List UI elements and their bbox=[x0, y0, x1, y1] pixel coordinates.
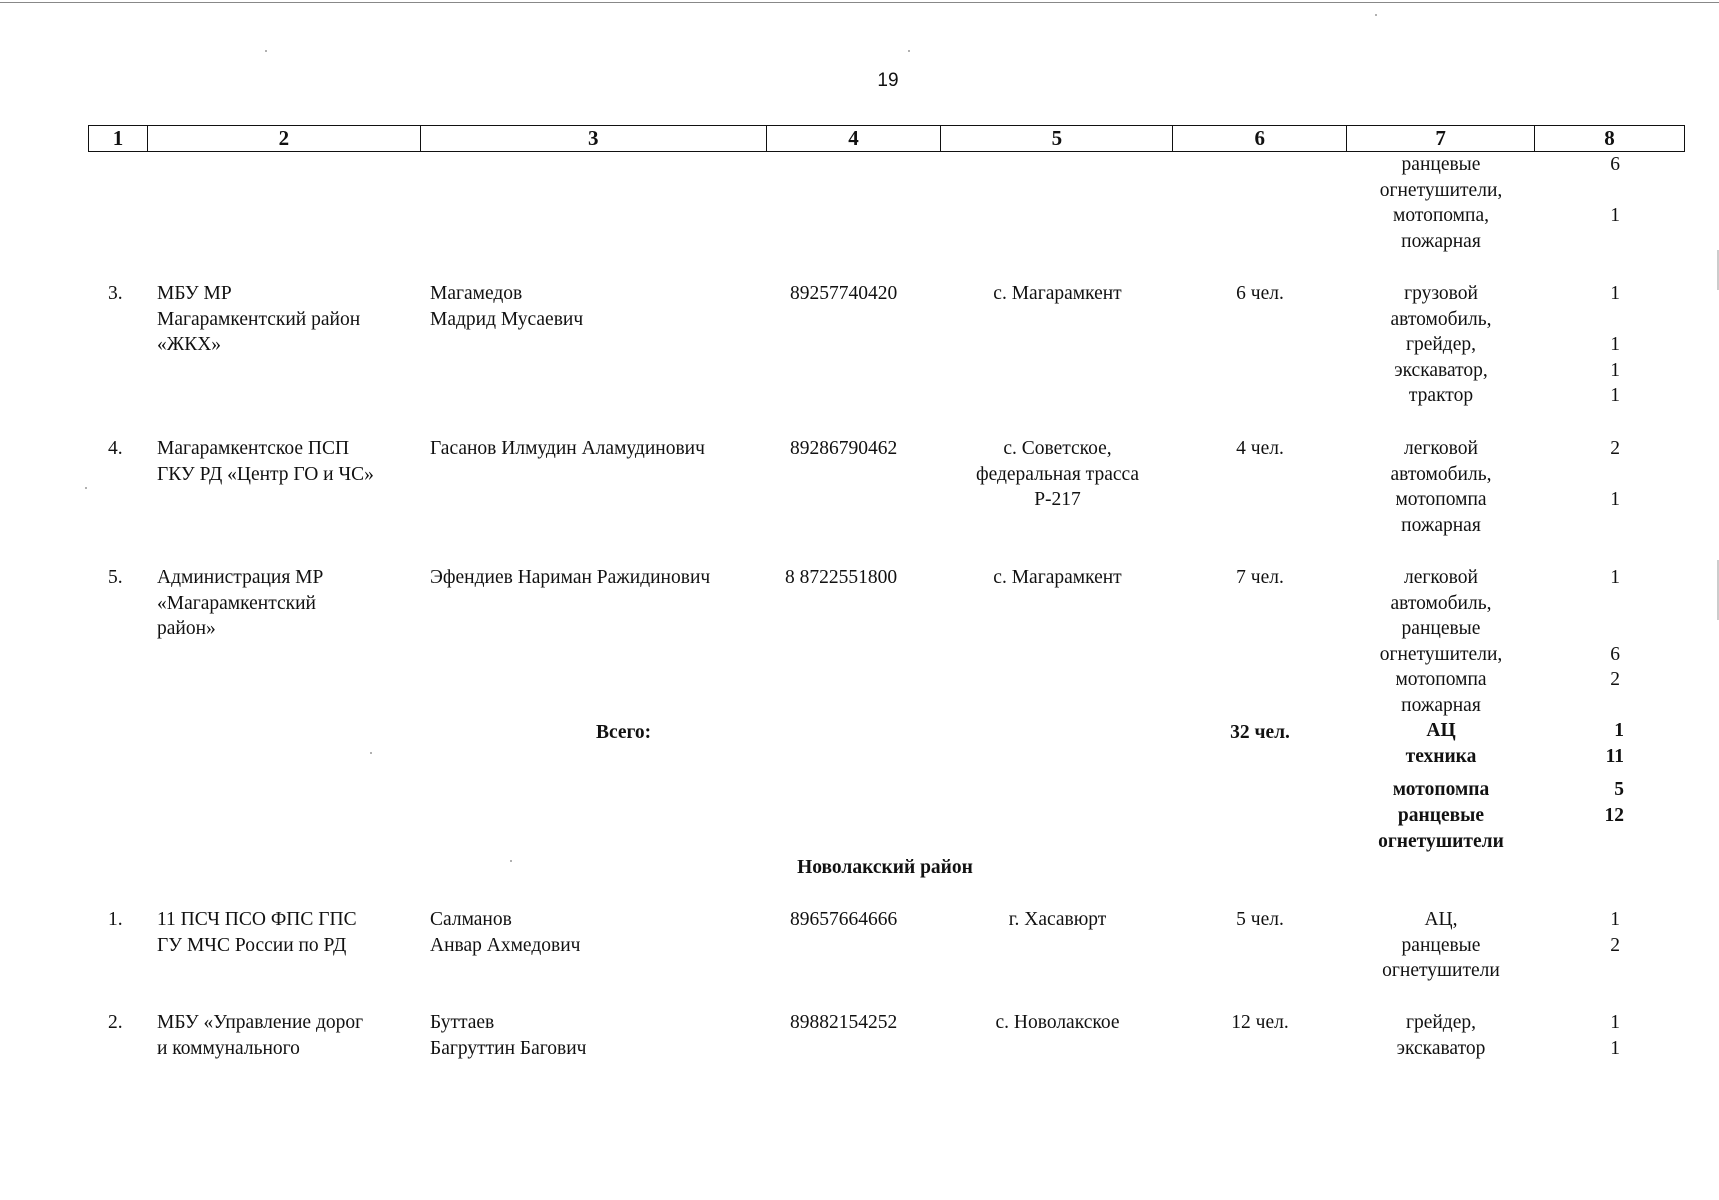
location-cell: с. Советское, федеральная трасса Р-217 bbox=[975, 438, 1140, 511]
phone-cell: 89286790462 bbox=[790, 438, 898, 459]
section-title: Новолакский район bbox=[797, 857, 973, 878]
location-cell: с. Магарамкент bbox=[993, 283, 1122, 304]
header-col-8: 8 bbox=[1534, 126, 1684, 151]
staff-cell: 7 чел. bbox=[1236, 567, 1284, 588]
total-item-count: 12 bbox=[1604, 805, 1624, 826]
total-item-name: мотопомпа bbox=[1392, 779, 1490, 800]
organization-cell: МБУ «Управление дорог и коммунального bbox=[157, 1012, 364, 1059]
header-col-3: 3 bbox=[420, 126, 766, 151]
organization-cell: 11 ПСЧ ПСО ФПС ГПС ГУ МЧС России по РД bbox=[157, 909, 357, 956]
staff-cell: 6 чел. bbox=[1236, 283, 1284, 304]
header-col-2: 2 bbox=[147, 126, 420, 151]
header-col-4: 4 bbox=[766, 126, 941, 151]
scan-speck bbox=[85, 487, 87, 489]
location-cell: с. Магарамкент bbox=[993, 567, 1122, 588]
count-cell: 2 1 bbox=[1610, 438, 1620, 511]
row-number: 4. bbox=[108, 438, 123, 459]
equipment-cell: легковой автомобиль, ранцевые огнетушители, мотопомпа пожарная bbox=[1379, 567, 1503, 716]
header-col-7: 7 bbox=[1346, 126, 1534, 151]
scan-speck bbox=[370, 752, 372, 754]
total-item-name: техника bbox=[1405, 746, 1477, 767]
location-cell: с. Новолакское bbox=[995, 1012, 1120, 1033]
total-item-name: ранцевые огнетушители bbox=[1378, 805, 1504, 852]
table-header bbox=[88, 125, 1685, 152]
organization-cell: Магарамкентское ПСП ГКУ РД «Центр ГО и ЧС» bbox=[157, 438, 374, 485]
row-number: 2. bbox=[108, 1012, 123, 1033]
phone-cell: 8 8722551800 bbox=[785, 567, 898, 588]
count-cell: 6 1 bbox=[1610, 154, 1620, 227]
organization-cell: Администрация МР «Магарамкентский район» bbox=[157, 567, 324, 640]
total-item-count: 5 bbox=[1614, 779, 1624, 800]
staff-cell: 4 чел. bbox=[1236, 438, 1284, 459]
header-col-1: 1 bbox=[112, 126, 124, 150]
staff-cell: 12 чел. bbox=[1231, 1012, 1289, 1033]
equipment-cell: АЦ, ранцевые огнетушители bbox=[1382, 909, 1500, 982]
person-cell: Буттаев Багруттин Багович bbox=[430, 1012, 587, 1059]
location-cell: г. Хасавюрт bbox=[1008, 909, 1107, 930]
row-number: 1. bbox=[108, 909, 123, 930]
scan-speck bbox=[1375, 14, 1377, 16]
total-item-count: 11 bbox=[1605, 746, 1624, 767]
equipment-cell: ранцевые огнетушители, мотопомпа, пожарная bbox=[1379, 154, 1503, 252]
total-label: Всего: bbox=[596, 722, 652, 743]
person-cell: Магамедов Мадрид Мусаевич bbox=[430, 283, 584, 330]
phone-cell: 89257740420 bbox=[790, 283, 898, 304]
count-cell: 1 2 bbox=[1610, 909, 1620, 956]
total-staff: 32 чел. bbox=[1230, 722, 1290, 743]
count-cell: 1 1 bbox=[1610, 1012, 1620, 1059]
organization-cell: МБУ МР Магарамкентский район «ЖКХ» bbox=[157, 283, 361, 356]
scan-speck bbox=[510, 860, 512, 862]
staff-cell: 5 чел. bbox=[1236, 909, 1284, 930]
equipment-cell: легковой автомобиль, мотопомпа пожарная bbox=[1390, 438, 1492, 536]
top-rule bbox=[0, 2, 1719, 3]
header-col-6: 6 bbox=[1172, 126, 1346, 151]
equipment-cell: грузовой автомобиль, грейдер, экскаватор, трактор bbox=[1390, 283, 1492, 407]
total-item-count: 1 bbox=[1614, 720, 1624, 741]
row-number: 5. bbox=[108, 567, 123, 588]
row-number: 3. bbox=[108, 283, 123, 304]
person-cell: Гасанов Илмудин Аламудинович bbox=[430, 438, 705, 459]
phone-cell: 89882154252 bbox=[790, 1012, 898, 1033]
header-col-5: 5 bbox=[940, 126, 1172, 151]
equipment-cell: грейдер, экскаватор bbox=[1396, 1012, 1486, 1059]
scan-speck bbox=[265, 50, 267, 52]
scan-speck bbox=[908, 50, 910, 52]
count-cell: 1 6 2 bbox=[1610, 567, 1620, 691]
phone-cell: 89657664666 bbox=[790, 909, 898, 930]
total-item-name: АЦ bbox=[1426, 720, 1456, 741]
person-cell: Эфендиев Нариман Ражидинович bbox=[430, 567, 711, 588]
page-number: 19 bbox=[877, 70, 899, 91]
person-cell: Салманов Анвар Ахмедович bbox=[430, 909, 581, 956]
count-cell: 1 1 1 1 bbox=[1610, 283, 1620, 407]
